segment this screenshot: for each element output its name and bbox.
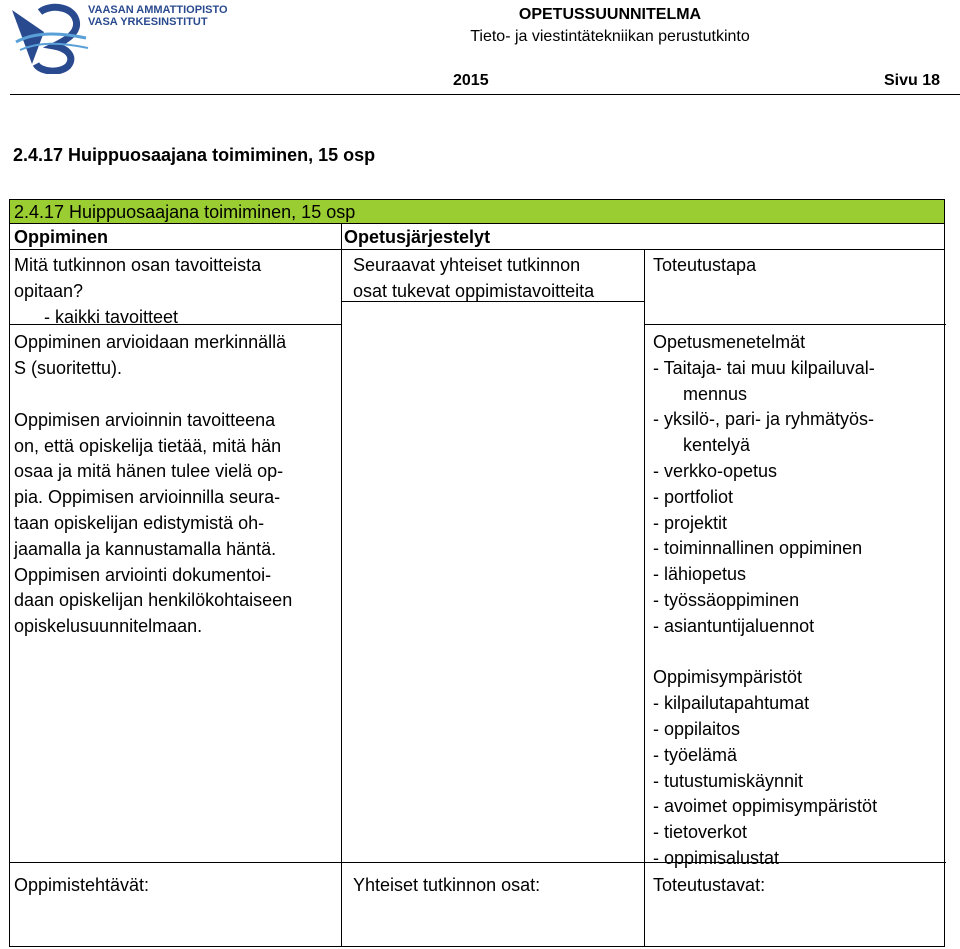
list-item: Opetusmenetelmät <box>653 332 806 352</box>
list-item: - Taitaja- tai muu kilpailuval- <box>653 357 875 378</box>
logo-mark-icon <box>10 2 90 74</box>
footer-common-units-label: Yhteiset tutkinnon osat: <box>353 875 541 895</box>
col-divider-2 <box>644 250 645 946</box>
list-item: - kilpailutapahtumat <box>653 693 810 714</box>
curriculum-table <box>9 199 945 947</box>
table-header-row <box>10 224 944 250</box>
document-year: 2015 <box>453 72 489 89</box>
list-item: Oppimisen arviointi dokumentoi- <box>14 564 272 585</box>
document-title: OPETUSSUUNNITELMA <box>518 6 702 23</box>
list-item: - tietoverkot <box>653 822 748 843</box>
list-item: Oppiminen arvioidaan merkinnällä <box>14 332 287 353</box>
header-divider-line <box>341 224 342 250</box>
list-item: - avoimet oppimisympäristöt <box>653 796 878 817</box>
list-item: - portfoliot <box>653 486 734 507</box>
footer-implementations-label: Toteutustavat: <box>653 875 766 895</box>
list-item: S (suoritettu). <box>14 358 123 379</box>
list-item: Mitä tutkinnon osan tavoitteista <box>14 255 262 275</box>
list-item: - asiantuntijaluennot <box>653 615 815 636</box>
list-item: - kaikki tavoitteet <box>44 306 179 327</box>
document-subtitle: Tieto- ja viestintätekniikan perustutkinto <box>470 28 750 45</box>
logo-name-fi: VAASAN AMMATTIOPISTO <box>88 4 228 16</box>
list-item: - oppimisalustat <box>653 847 780 868</box>
list-item: opiskelusuunnitelmaan. <box>14 616 203 637</box>
header-oppiminen: Oppiminen <box>14 227 108 247</box>
list-item: mennus <box>683 383 748 404</box>
institution-logo <box>10 2 250 74</box>
learning-goals-cell <box>14 253 292 640</box>
list-item: osaa ja mitä hänen tulee vielä op- <box>14 461 284 482</box>
list-item: opitaan? <box>14 280 84 301</box>
list-item: Oppimisympäristöt <box>653 667 803 688</box>
table-title: 2.4.17 Huippuosaajana toimiminen, 15 osp <box>14 202 356 222</box>
list-item: - projektit <box>653 512 728 533</box>
list-item: Oppimisen arvioinnin tavoitteena <box>14 409 276 430</box>
logo-name-sv: VASA YRKESINSTITUT <box>88 16 208 28</box>
implementation-heading: Toteutustapa <box>653 255 757 275</box>
list-item: Seuraavat yhteiset tutkinnon <box>353 255 581 275</box>
list-item: - oppilaitos <box>653 718 741 739</box>
list-item: taan opiskelijan edistymistä oh- <box>14 512 265 533</box>
list-item <box>653 640 877 666</box>
list-item: - työelämä <box>653 744 738 765</box>
supporting-units-cell <box>353 253 594 305</box>
list-item: osat tukevat oppimistavoitteita <box>353 280 595 301</box>
header-opetusjarjestelyt: Opetusjärjestelyt <box>344 227 491 247</box>
col-divider-1 <box>341 250 342 946</box>
list-item: kentelyä <box>683 435 751 456</box>
list-item <box>14 382 292 408</box>
list-item: daan opiskelijan henkilökohtaiseen <box>14 590 293 611</box>
list-item: - tutustumiskäynnit <box>653 770 804 791</box>
list-item: jaamalla ja kannustamalla häntä. <box>14 538 277 559</box>
header-divider <box>10 94 960 95</box>
list-item: - toiminnallinen oppiminen <box>653 538 863 559</box>
list-item: - työssäoppiminen <box>653 589 800 610</box>
table-title-row <box>10 200 944 224</box>
right-col-rule <box>644 324 946 325</box>
list-item: pia. Oppimisen arvioinnilla seura- <box>14 487 281 508</box>
list-item: on, että opiskelija tietää, mitä hän <box>14 435 282 456</box>
list-item: - verkko-opetus <box>653 460 778 481</box>
list-item: - yksilö-, pari- ja ryhmätyös- <box>653 409 875 430</box>
section-heading: 2.4.17 Huippuosaajana toimiminen, 15 osp <box>13 145 376 165</box>
page-number: Sivu 18 <box>884 72 941 89</box>
footer-tasks-label: Oppimistehtävät: <box>14 875 150 895</box>
list-item: - lähiopetus <box>653 564 747 585</box>
implementation-cell <box>653 330 877 872</box>
